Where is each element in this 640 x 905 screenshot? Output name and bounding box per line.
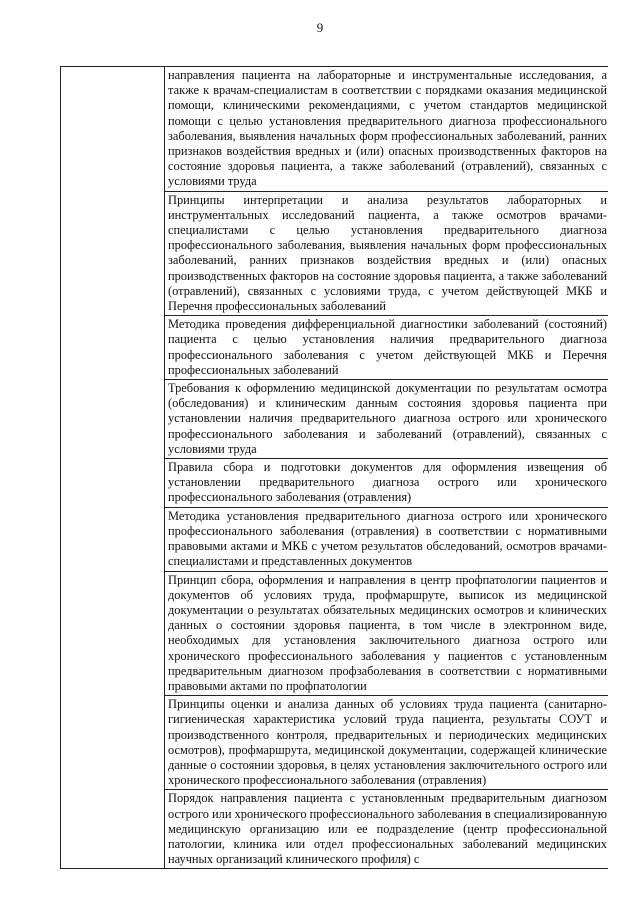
knowledge-cell [165,380,609,459]
knowledge-text: направления пациента на лабораторные и инструментальные исследования, а также к врачам-специалистам в соответствии с порядками оказания медицинской помощи, клиническими рекомендациями, с учетом стандартов медицинской помощи с целью установления предварительного диагноза профессионального заболевания, выявления начальных форм профессиональных заболеваний, ранних признаков воздействия вредных и (или) опасных производственных факторов на состояние здоровья пациента, а также заболеваний (отравлений), связанных с условиями труда [168,68,607,189]
table-row [61,67,609,192]
knowledge-cell [165,790,609,869]
knowledge-text: Принципы оценки и анализа данных об условиях труда пациента (санитарно-гигиеническая характеристика условий труда пациента, результаты СОУТ и производственного контроля, предварительных и периодических медицинских осмотров), профмаршрута, медицинской документации, содержащей клинические данные о состоянии здоровья, в целях установления заключительного острого или хронического профессионального заболевания (отравления) [168,697,607,788]
competency-table [60,66,608,869]
knowledge-text: Правила сбора и подготовки документов для оформления извещения об установлении предварительного диагноза острого или хронического профессионального заболевания (отравления) [168,460,607,505]
knowledge-text: Методика установления предварительного диагноза острого или хронического профессионального заболевания (отравления) в соответствии с нормативными правовыми актами и МКБ с учетом результатов обследований, осмотров врачами-специалистами и представленных документов [168,508,607,569]
knowledge-cell [165,67,609,192]
knowledge-text: Методика проведения дифференциальной диагностики заболеваний (состояний) пациента с целью установления наличия предварительного диагноза профессионального заболевания с учетом действующей МКБ и Перечня профессиональных заболеваний [168,317,607,377]
knowledge-text: Принципы интерпретации и анализа результатов лабораторных и инструментальных исследований пациента, а также осмотров врачами-специалистами с целью установления предварительного диагноза профессионального заболевания, выявления начальных форм профессиональных заболеваний, ранних признаков воздействия вредных и (или) опасных производственных факторов на состояние здоровья пациента, а также заболеваний (отравлений), связанных с условиями труда, с учетом действующей МКБ и Перечня профессиональных заболеваний [168,192,607,314]
knowledge-cell [165,507,609,571]
knowledge-text: Требования к оформлению медицинской документации по результатам осмотра (обследования) и клиническим данным состояния здоровья пациента при установлении наличия предварительного диагноза острого или хронического профессионального заболевания и заболеваний (отравлений), связанных с условиями труда [168,381,607,456]
knowledge-cell [165,571,609,696]
knowledge-text: Порядок направления пациента с установленным предварительным диагнозом острого или хронического профессионального заболевания в специализированную медицинскую организацию или ее подразделение (центр профессиональной патологии, клиника или отдел профессиональных заболеваний медицинских научных организаций клинического профиля) с [168,791,607,867]
knowledge-cell [165,191,609,316]
knowledge-cell [165,459,609,508]
knowledge-cell [165,316,609,380]
knowledge-text: Принцип сбора, оформления и направления в центр профпатологии пациентов и документов об условиях труда, профмаршруте, выписок из медицинской документации о результатах обязательных медицинских осмотров и клинических данных о состоянии здоровья пациента, в том числе в электронном виде, необходимых для установления заключительного диагноза острого или хронического профессионального заболевания у пациентов с установленным предварительным диагнозом профзаболевания в соответствии с нормативными правовыми актами по профпатологии [168,572,607,693]
left-empty-cell [61,67,165,869]
knowledge-cell [165,696,609,790]
page-number: 9 [316,20,324,35]
competency-table-container [60,66,608,905]
